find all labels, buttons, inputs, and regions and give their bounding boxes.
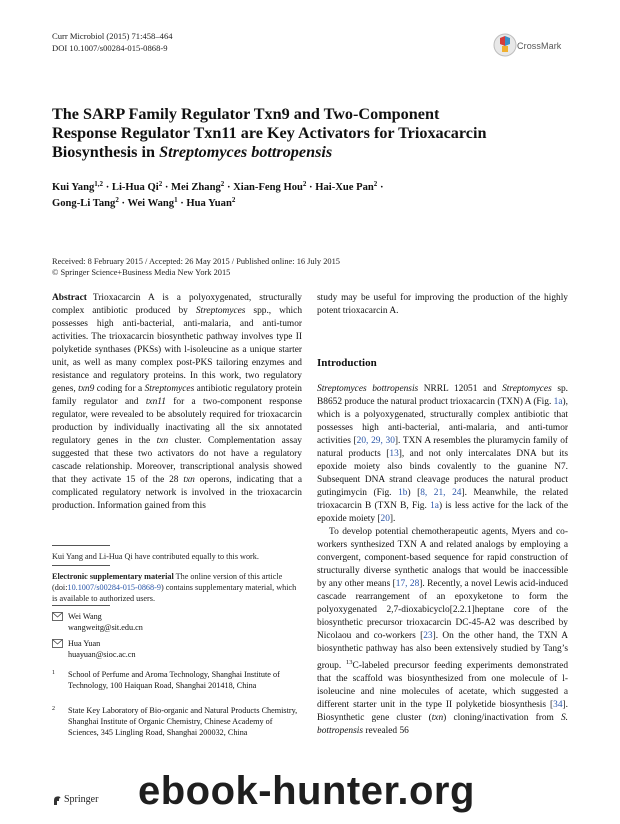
author: Mei Zhang$^2$ xyxy=(171,180,225,193)
contact-email[interactable]: huayuan@sioc.ac.cn xyxy=(68,650,136,659)
contact-name: Wei Wang xyxy=(68,612,102,621)
intro-paragraph: Streptomyces bottropensis NRRL 12051 and Streptomyces sp. B8652 produce the natural product trioxacarcin (TXN) A (Fig. 1a), which is a polyoxygenated, structurally complex antibiotic that possesses high anti-bacterial, anti-malaria, and anti-tumor activities [20, 29, 30]. TXN A resembles the pluramycin family of natural products [13], and not only intercalates DNA but its epoxide moiety also binds covalently to the guanine N7. Subsequent DNA strand cleavage produces the natural product gutingimycin (Fig. 1b) [8, 21, 24]. Meanwhile, the related trioxacarcin B (TXN B, Fig. 1a) is less active for the lack of the epoxide moiety [20]. xyxy=(317,384,569,524)
author: Hai-Xue Pan$^2$ xyxy=(315,180,378,193)
author: Hua Yuan$^2$ xyxy=(186,196,236,209)
affiliation-text: School of Perfume and Aroma Technology, Shanghai Institute of Technology, 100 Haiquan Road, Shanghai 201418, China xyxy=(68,670,280,690)
figure-link[interactable]: 1b xyxy=(398,488,408,498)
introduction-body xyxy=(317,383,568,738)
reference-link[interactable]: 20 xyxy=(380,514,390,524)
title-italic: Streptomyces bottropensis xyxy=(159,143,333,161)
footnote-divider xyxy=(52,545,110,546)
equal-contribution-note: Kui Yang and Li-Hua Qi have contributed equally to this work. xyxy=(52,552,259,561)
abstract-continued: study may be useful for improving the production of the highly potent trioxacarcin A. xyxy=(317,293,568,316)
section-heading-introduction: Introduction xyxy=(317,357,377,369)
author: Kui Yang$^{1,2}$ xyxy=(52,180,104,193)
author-list: Kui Yang$^{1,2}$ · Li-Hua $Qi^2$ · Mei Zhang$^2$ · Xian-Feng Hou$^2$ · Hai-Xue Pan$^2$ · Gong-Li Tang$^2$ · Wei Wang$^1$ · Hua Yuan$^2$ xyxy=(52,180,384,209)
doi-line: DOI 10.1007/s00284-015-0868-9 xyxy=(52,43,168,53)
affiliation-number: 1 xyxy=(52,670,55,676)
crossmark-badge[interactable] xyxy=(493,31,567,61)
figure-link[interactable]: 1a xyxy=(430,501,439,511)
reference-link[interactable]: 20, 29, 30 xyxy=(356,436,395,446)
watermark: ebook-hunter.org xyxy=(138,769,475,813)
reference-link[interactable]: 13 xyxy=(389,449,399,459)
affiliation xyxy=(52,669,302,691)
title-text: The SARP Family Regulator Txn9 and Two-Component Response Regulator Txn11 are Key Activators for Trioxacarcin Biosynthesis in xyxy=(52,105,487,161)
crossmark-label: CrossMark xyxy=(517,41,562,51)
affiliation xyxy=(52,705,302,738)
envelope-icon xyxy=(52,639,63,648)
publication-dates xyxy=(52,256,572,278)
footnote-divider xyxy=(52,565,110,566)
author: Li-Hua Qi$^2$ xyxy=(111,180,163,193)
affiliation-text: State Key Laboratory of Bio-organic and Natural Products Chemistry, Shanghai Institute of Organic Chemistry, Chinese Academy of Sciences, 345 Lingling Road, Shanghai 200032, China xyxy=(68,706,298,737)
journal-header xyxy=(52,30,173,54)
intro-paragraph: To develop potential chemotherapeutic agents, Myers and co-workers synthesized TXN A and related analogs by employing a convergent, component-based sequence for rapid construction of structurally diverse synthetic analogs that would be inaccessible by any other means [17, 28]. Recently, a novel Lewis acid-induced cascade rearrangement of an epoxyketone to form the polyoxygenated 2,7-dioxabicyclo[2.2.1]heptane core of the biosynthetic precursor trioxacarcin DC-45-A2 was described by Nicolaou and co-workers [23]. On the other hand, the TXN A biosynthetic pathway has also been extensively studied by Tang’s group. $^{13}$C-labeled precursor feeding experiments demonstrated that the scaffold was biosynthesized from one molecule of l-isoleucine and nine molecules of acetate, which suggested a different starter unit in the type II polyketide biosynthesis [34]. Biosynthetic gene cluster (txn) cloning/inactivation from S. bottropensis revealed 56 xyxy=(317,527,569,737)
envelope-icon xyxy=(52,612,63,621)
author: Wei Wang$^1$ xyxy=(127,196,178,209)
springer-label: Springer xyxy=(64,794,99,805)
author: Xian-Feng Hou$^2$ xyxy=(233,180,307,193)
crossmark-icon xyxy=(493,33,517,57)
article-title xyxy=(52,105,502,162)
esm-note: Electronic supplementary material The online version of this article (doi:10.1007/s00284-015-0868-9) contains supplementary material, which is available to authorized users. xyxy=(52,572,297,603)
affiliation-number: 2 xyxy=(52,706,55,712)
abstract: Abstract Trioxacarcin A is a polyoxygenated, structurally complex antibiotic produced by Streptomyces spp., which possesses high anti-bacterial, anti-malaria, and anti-tumor activities. The trioxacarcin biosynthetic pathway involves type II polyketide synthases (PKSs) with l-isoleucine as a unique starter unit, as well as many complex post-PKS tailoring enzymes and resistance and regulatory proteins. In this work, two regulatory genes, txn9 coding for a Streptomyces antibiotic regulatory protein family regulator and txn11 for a two-component response regulator, were revealed to be absolutely required for trioxacarcin production by individually inactivating all the six annotated regulatory genes in the txn cluster. Complementation assay suggested that these two activators do not have a regulatory cascade relationship. Moreover, transcriptional analysis showed that they activate 15 of the 28 txn operons, indicating that a complicated regulatory network is involved in the trioxacarcin production. Information gained from this xyxy=(52,293,303,511)
contact-name: Hua Yuan xyxy=(68,639,101,648)
reference-link[interactable]: 34 xyxy=(553,700,563,711)
reference-link[interactable]: 23 xyxy=(423,631,433,641)
doi-link[interactable]: 10.1007/s00284-015-0868-9 xyxy=(67,583,161,592)
dates-line: Received: 8 February 2015 / Accepted: 26 May 2015 / Published online: 16 July 2015 xyxy=(52,257,340,266)
contact-entry xyxy=(52,638,252,660)
reference-link[interactable]: 17, 28 xyxy=(395,579,420,589)
contact-email[interactable]: wangweitg@sit.edu.cn xyxy=(68,623,143,632)
figure-link[interactable]: 1a xyxy=(553,397,563,407)
author: Gong-Li Tang$^2$ xyxy=(52,196,119,209)
springer-logo xyxy=(52,794,132,808)
springer-horse-icon xyxy=(52,795,62,806)
reference-link[interactable]: 8, 21, 24 xyxy=(420,488,462,498)
journal-citation: Curr Microbiol (2015) 71:458–464 xyxy=(52,31,173,41)
footnote-divider xyxy=(52,605,110,606)
copyright-line: © Springer Science+Business Media New York 2015 xyxy=(52,268,231,277)
contact-entry xyxy=(52,611,252,633)
abstract-label: Abstract xyxy=(52,293,87,303)
